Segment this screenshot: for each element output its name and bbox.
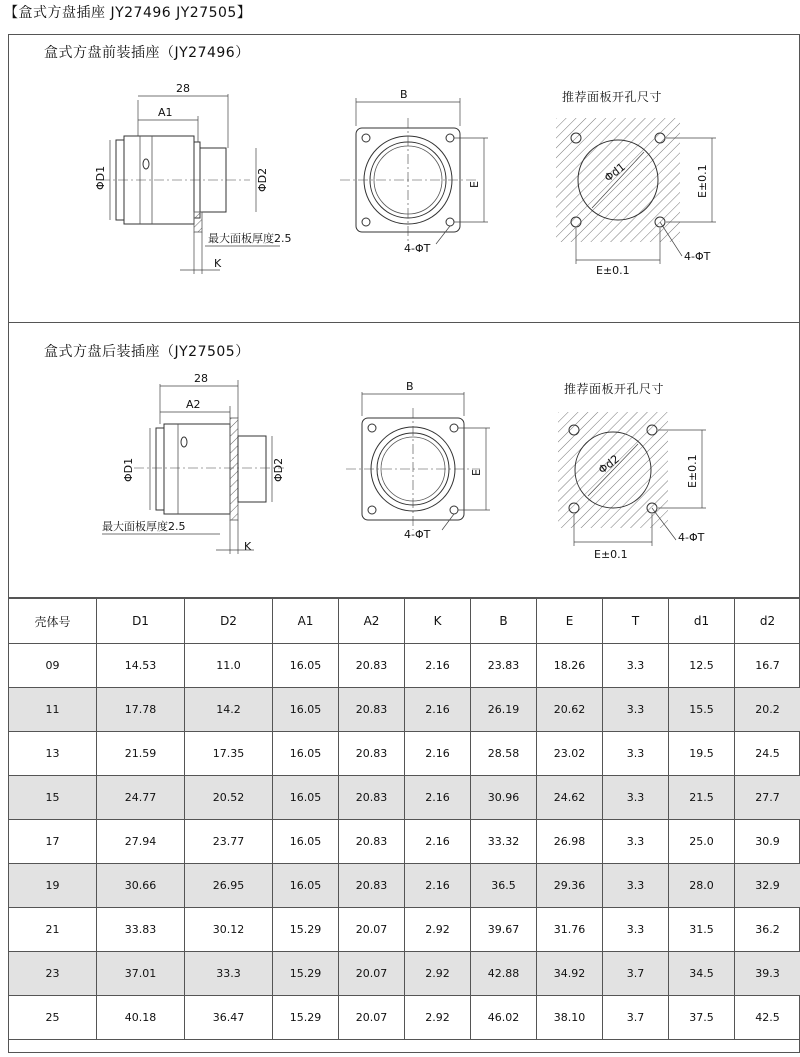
- table-cell: 23.02: [537, 732, 603, 776]
- table-cell: 15.29: [273, 908, 339, 952]
- cutout2-title: 推荐面板开孔尺寸: [564, 382, 665, 396]
- table-cell: 15.29: [273, 952, 339, 996]
- header-d1-small: d1: [669, 599, 735, 644]
- table-cell: 37.5: [669, 996, 735, 1040]
- table-cell: 20.62: [537, 688, 603, 732]
- table-cell: 2.16: [405, 732, 471, 776]
- table-cell: 11: [9, 688, 97, 732]
- table-cell: 33.83: [97, 908, 185, 952]
- page-title: 【盒式方盘插座 JY27496 JY27505】: [4, 5, 252, 21]
- table-cell: 17.78: [97, 688, 185, 732]
- side2-dim-d2: ΦD2: [272, 457, 285, 482]
- table-cell: 30.12: [185, 908, 273, 952]
- table-cell: 36.47: [185, 996, 273, 1040]
- front1-dim-e: E: [468, 181, 481, 188]
- table-cell: 42.88: [471, 952, 537, 996]
- table-cell: 14.53: [97, 644, 185, 688]
- table-cell: 21.59: [97, 732, 185, 776]
- table-cell: 15.5: [669, 688, 735, 732]
- table-cell: 2.16: [405, 820, 471, 864]
- cutout1-holes-label: 4-ΦT: [684, 250, 711, 263]
- table-cell: 17.35: [185, 732, 273, 776]
- table-cell: 27.7: [735, 776, 800, 820]
- table-cell: 25.0: [669, 820, 735, 864]
- table-cell: 3.7: [603, 952, 669, 996]
- table-cell: 20.83: [339, 688, 405, 732]
- table-cell: 12.5: [669, 644, 735, 688]
- cutout-drawing-1: [556, 118, 756, 278]
- table-cell: 36.2: [735, 908, 800, 952]
- front1-holes-label: 4-ΦT: [404, 242, 431, 255]
- table-cell: 24.5: [735, 732, 800, 776]
- cutout-drawing-2: [558, 412, 758, 572]
- cutout1-dim-e-v: E±0.1: [696, 164, 709, 198]
- table-cell: 2.16: [405, 688, 471, 732]
- table-cell: 34.92: [537, 952, 603, 996]
- cutout2-dim-e-h: E±0.1: [594, 548, 628, 561]
- table-cell: 20.83: [339, 776, 405, 820]
- side1-dim-d1: ΦD1: [94, 165, 107, 190]
- side1-dim-a: A1: [158, 106, 173, 119]
- table-cell: 30.66: [97, 864, 185, 908]
- table-cell: 20.83: [339, 864, 405, 908]
- side2-dim-a: A2: [186, 398, 201, 411]
- table-cell: 21: [9, 908, 97, 952]
- table-cell: 28.0: [669, 864, 735, 908]
- table-cell: 17: [9, 820, 97, 864]
- table-cell: 21.5: [669, 776, 735, 820]
- table-cell: 3.3: [603, 688, 669, 732]
- section-divider: [8, 322, 800, 323]
- front-view-drawing-2: [346, 378, 506, 543]
- table-cell: 2.92: [405, 952, 471, 996]
- table-cell: 33.3: [185, 952, 273, 996]
- table-cell: 30.9: [735, 820, 800, 864]
- table-cell: 15: [9, 776, 97, 820]
- cutout1-dim-e-h: E±0.1: [596, 264, 630, 277]
- cutout1-dim-d: Φd1: [601, 160, 628, 185]
- table-cell: 16.05: [273, 688, 339, 732]
- table-cell: 27.94: [97, 820, 185, 864]
- table-cell: 14.2: [185, 688, 273, 732]
- table-cell: 32.9: [735, 864, 800, 908]
- table-cell: 3.3: [603, 776, 669, 820]
- side1-dim-28: 28: [176, 82, 190, 95]
- table-cell: 38.10: [537, 996, 603, 1040]
- table-cell: 20.83: [339, 644, 405, 688]
- table-row: [9, 820, 800, 864]
- table-row: [9, 908, 800, 952]
- front1-dim-b: B: [400, 88, 408, 101]
- side2-dim-d1: ΦD1: [122, 457, 135, 482]
- table-cell: 23.83: [471, 644, 537, 688]
- header-k: K: [405, 599, 471, 644]
- table-cell: 23: [9, 952, 97, 996]
- table-cell: 20.07: [339, 996, 405, 1040]
- table-cell: 3.3: [603, 820, 669, 864]
- table-cell: 29.36: [537, 864, 603, 908]
- section1-title: 盒式方盘前装插座（JY27496）: [44, 45, 250, 61]
- table-cell: 28.58: [471, 732, 537, 776]
- table-cell: 16.7: [735, 644, 800, 688]
- header-e: E: [537, 599, 603, 644]
- table-cell: 16.05: [273, 864, 339, 908]
- side2-dim-28: 28: [194, 372, 208, 385]
- header-d2-small: d2: [735, 599, 800, 644]
- header-a2: A2: [339, 599, 405, 644]
- cutout2-dim-d: Φd2: [595, 452, 622, 477]
- table-cell: 2.16: [405, 864, 471, 908]
- table-cell: 11.0: [185, 644, 273, 688]
- table-cell: 31.76: [537, 908, 603, 952]
- side1-panel-label: 最大面板厚度2.5: [208, 232, 292, 245]
- table-cell: 20.07: [339, 952, 405, 996]
- table-cell: 3.7: [603, 996, 669, 1040]
- side2-dim-k: K: [244, 540, 252, 553]
- table-cell: 19: [9, 864, 97, 908]
- table-cell: 26.19: [471, 688, 537, 732]
- table-row: [9, 952, 800, 996]
- table-cell: 20.07: [339, 908, 405, 952]
- cutout2-dim-e-v: E±0.1: [686, 454, 699, 488]
- table-cell: 36.5: [471, 864, 537, 908]
- header-shell: 壳体号: [9, 599, 97, 644]
- table-cell: 25: [9, 996, 97, 1040]
- table-row: [9, 864, 800, 908]
- section2-title: 盒式方盘后装插座（JY27505）: [44, 344, 250, 360]
- header-d2: D2: [185, 599, 273, 644]
- table-cell: 3.3: [603, 644, 669, 688]
- table-cell: 46.02: [471, 996, 537, 1040]
- table-cell: 42.5: [735, 996, 800, 1040]
- header-d1: D1: [97, 599, 185, 644]
- table-row: [9, 996, 800, 1040]
- table-cell: 40.18: [97, 996, 185, 1040]
- table-cell: 3.3: [603, 864, 669, 908]
- table-cell: 20.2: [735, 688, 800, 732]
- cutout1-title: 推荐面板开孔尺寸: [562, 90, 663, 104]
- table-cell: 19.5: [669, 732, 735, 776]
- table-cell: 26.95: [185, 864, 273, 908]
- side2-panel-label: 最大面板厚度2.5: [102, 520, 186, 533]
- cutout2-holes-label: 4-ΦT: [678, 531, 705, 544]
- table-cell: 2.92: [405, 908, 471, 952]
- header-t: T: [603, 599, 669, 644]
- table-cell: 16.05: [273, 732, 339, 776]
- front-view-drawing-1: [340, 84, 500, 259]
- table-cell: 23.77: [185, 820, 273, 864]
- table-cell: 16.05: [273, 820, 339, 864]
- table-cell: 18.26: [537, 644, 603, 688]
- table-row: [9, 644, 800, 688]
- side-view-drawing-1: [80, 78, 292, 283]
- table-row: [9, 732, 800, 776]
- header-b: B: [471, 599, 537, 644]
- table-cell: 31.5: [669, 908, 735, 952]
- table-cell: 2.92: [405, 996, 471, 1040]
- table-row: [9, 776, 800, 820]
- table-cell: 34.5: [669, 952, 735, 996]
- table-cell: 33.32: [471, 820, 537, 864]
- table-cell: 37.01: [97, 952, 185, 996]
- table-cell: 13: [9, 732, 97, 776]
- table-cell: 24.62: [537, 776, 603, 820]
- table-cell: 24.77: [97, 776, 185, 820]
- table-cell: 09: [9, 644, 97, 688]
- table-cell: 2.16: [405, 776, 471, 820]
- table-row: [9, 688, 800, 732]
- table-cell: 3.3: [603, 732, 669, 776]
- front2-dim-e: E: [470, 469, 483, 476]
- table-cell: 26.98: [537, 820, 603, 864]
- front2-dim-b: B: [406, 380, 414, 393]
- side1-dim-k: K: [214, 257, 222, 270]
- table-header-row: [9, 599, 800, 644]
- table-cell: 15.29: [273, 996, 339, 1040]
- header-a1: A1: [273, 599, 339, 644]
- dimensions-table: [8, 598, 800, 1040]
- table-cell: 3.3: [603, 908, 669, 952]
- table-cell: 20.83: [339, 732, 405, 776]
- table-cell: 16.05: [273, 776, 339, 820]
- table-cell: 39.3: [735, 952, 800, 996]
- table-cell: 2.16: [405, 644, 471, 688]
- table-cell: 39.67: [471, 908, 537, 952]
- table-cell: 20.83: [339, 820, 405, 864]
- table-cell: 30.96: [471, 776, 537, 820]
- front2-holes-label: 4-ΦT: [404, 528, 431, 541]
- table-cell: 16.05: [273, 644, 339, 688]
- table-cell: 20.52: [185, 776, 273, 820]
- side1-dim-d2: ΦD2: [256, 167, 269, 192]
- side-view-drawing-2: [88, 366, 288, 566]
